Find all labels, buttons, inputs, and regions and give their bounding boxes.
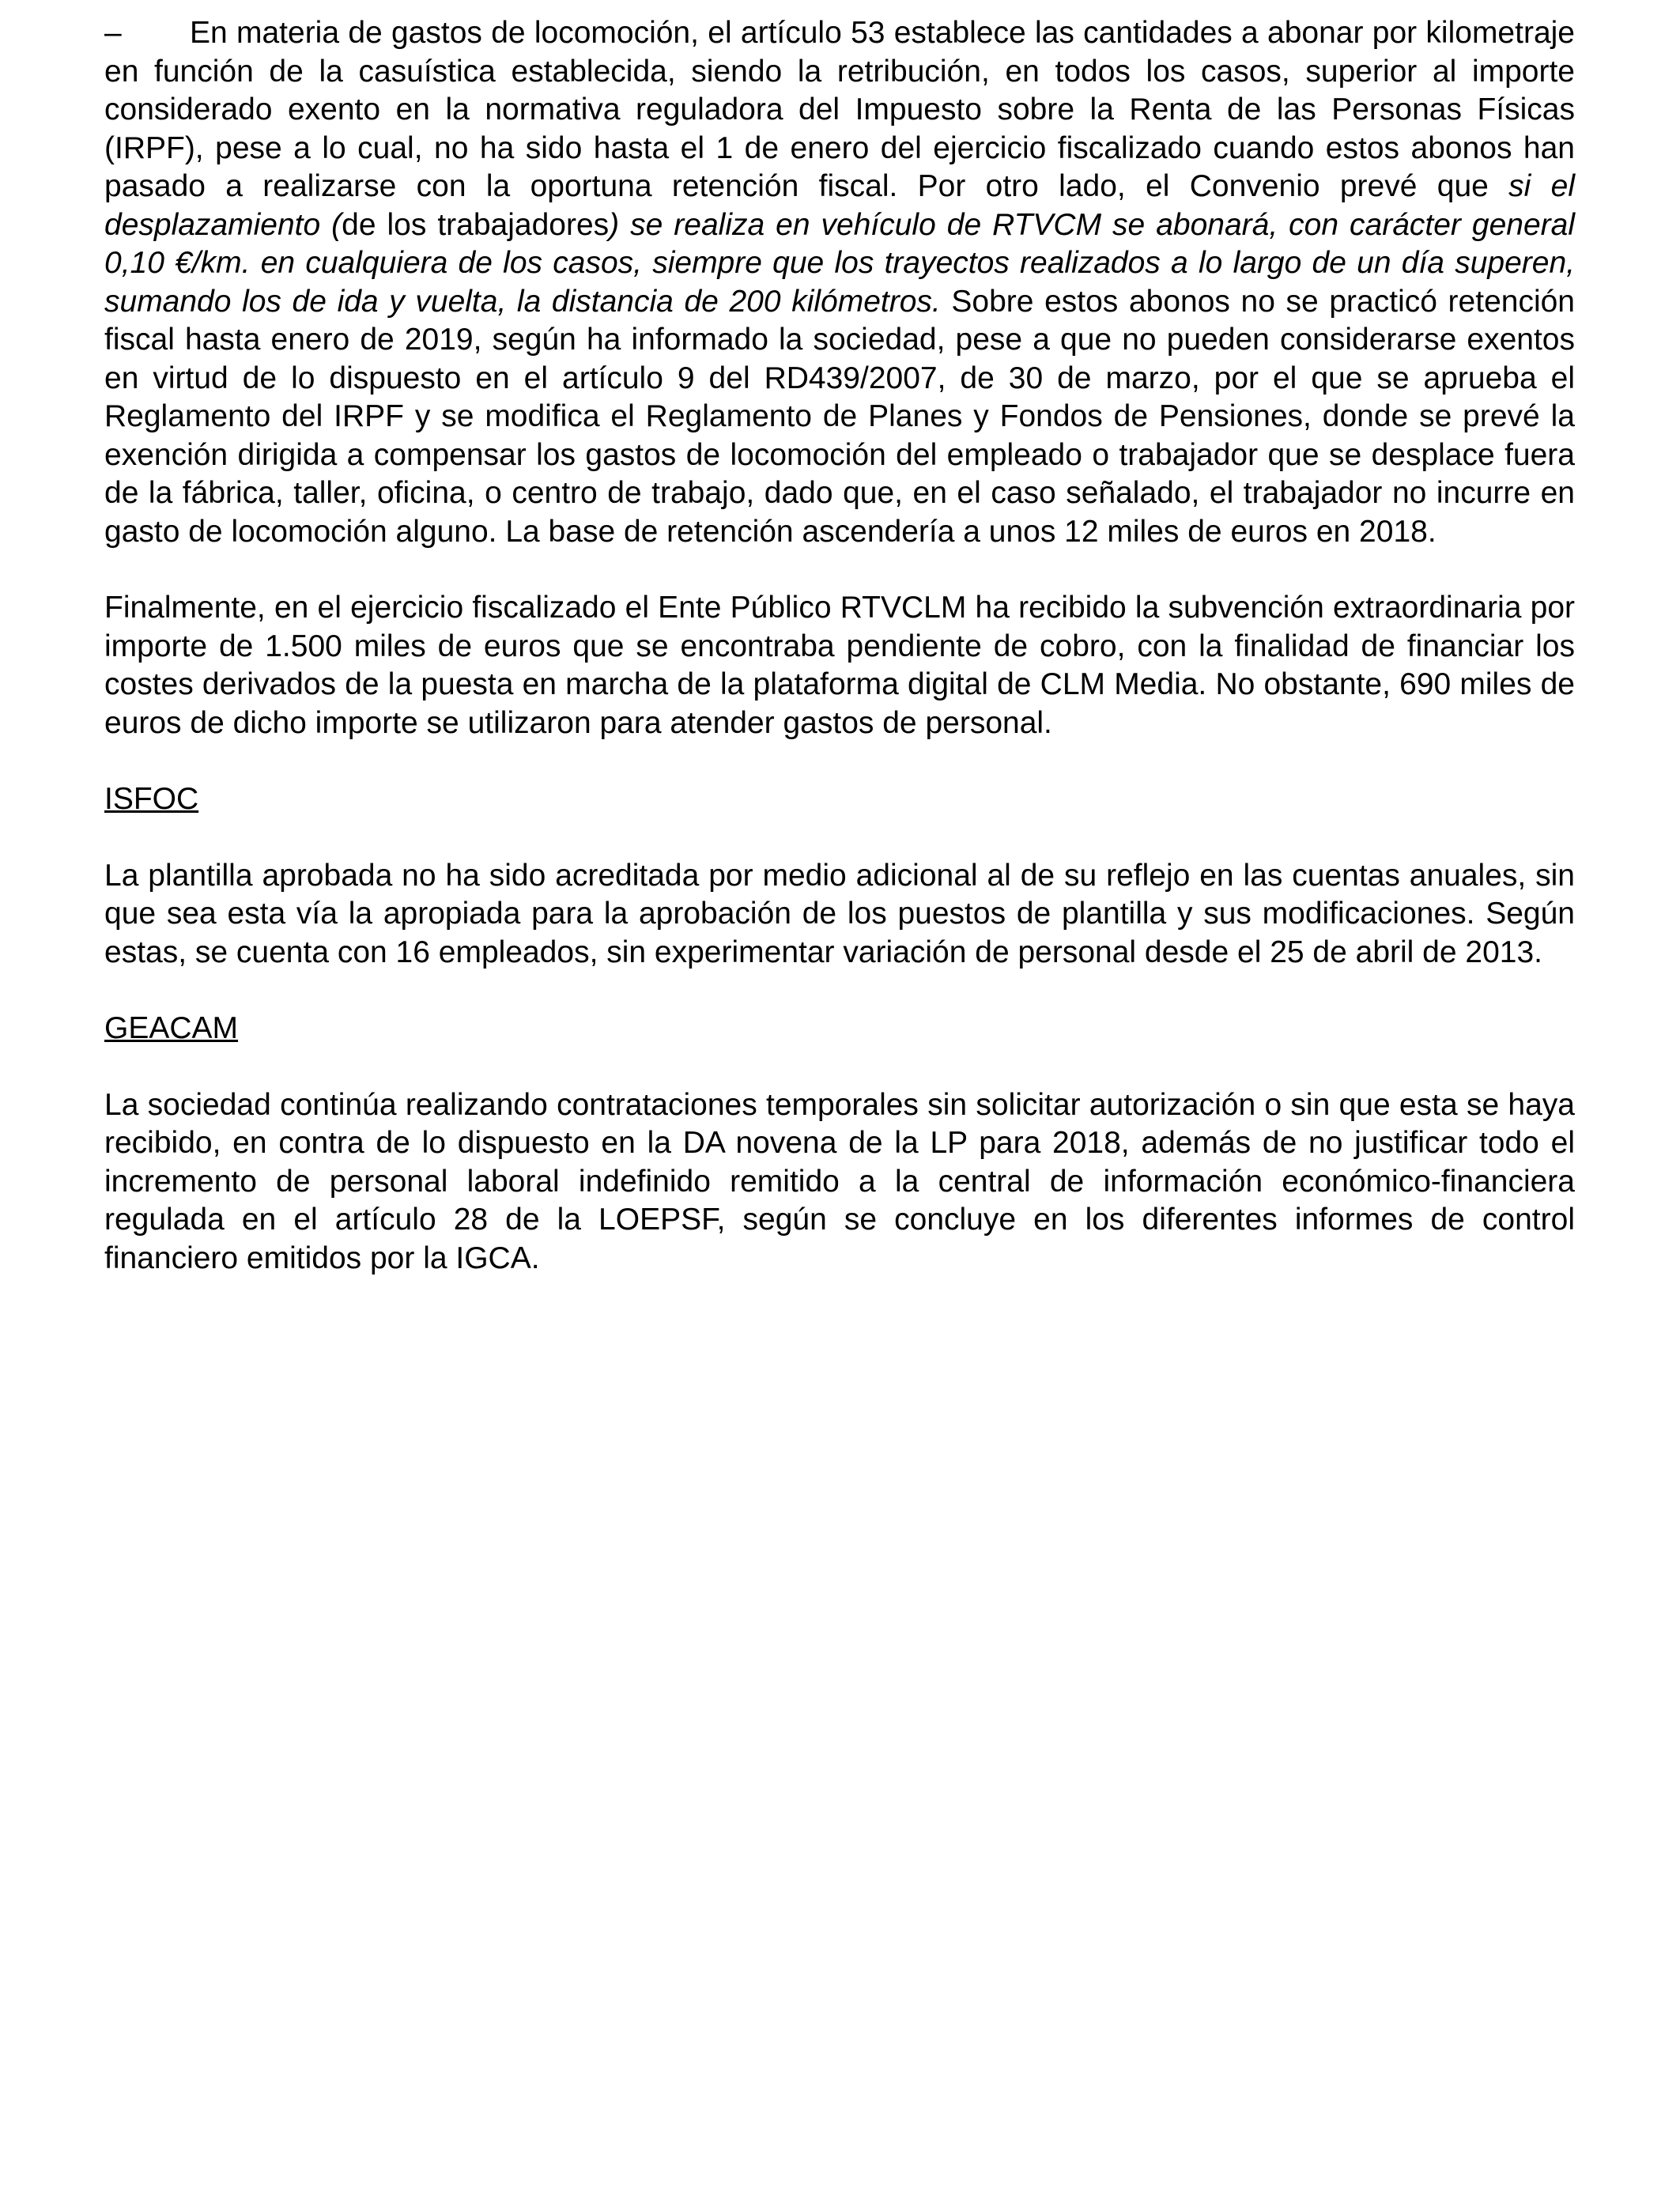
list-dash: – bbox=[104, 16, 122, 50]
paragraph-locomocion bbox=[104, 14, 1575, 551]
section-heading-geacam: GEACAM bbox=[104, 1011, 239, 1045]
italic-quote-text: si el desplazamiento ( bbox=[104, 169, 1576, 242]
paragraph-text: de los trabajadores bbox=[342, 207, 610, 242]
paragraph-subvencion: Finalmente, en el ejercicio fiscalizado el Ente Público RTVCLM ha recibido la subvención extraordinaria por importe de 1.500 miles de euros que se encontraba pendiente de cobro, con la finalidad de financiar los costes derivados de la puesta en marcha de la plataforma digital de CLM Media. No obstante, 690 miles de euros de dicho importe se utilizaron para atender gastos de personal. bbox=[104, 591, 1575, 740]
paragraph-text: Sobre estos abonos no se practicó retención fiscal hasta enero de 2019, según ha informado la sociedad, pese a que no pueden considerarse exentos en virtud de lo dispuesto en el artículo 9 del RD439/2007, de 30 de marzo, por el que se aprueba el Reglamento del IRPF y se modifica el Reglamento de Planes y Fondos de Pensiones, donde se prevé la exención dirigida a compensar los gastos de locomoción del empleado o trabajador que se desplace fuera de la fábrica, taller, oficina, o centro de trabajo, dado que, en el caso señalado, el trabajador no incurre en gasto de locomoción alguno. La base de retención ascendería a unos 12 miles de euros en 2018. bbox=[104, 284, 1575, 549]
section-heading-isfoc: ISFOC bbox=[104, 782, 199, 816]
paragraph-geacam: La sociedad continúa realizando contrataciones temporales sin solicitar autorización o sin que esta se haya recibido, en contra de lo dispuesto en la DA novena de la LP para 2018, además de no justificar todo el incremento de personal laboral indefinido remitido a la central de información económico-financiera regulada en el artículo 28 de la LOEPSF, según se concluye en los diferentes informes de control financiero emitidos por la IGCA. bbox=[104, 1087, 1575, 1275]
paragraph-isfoc: La plantilla aprobada no ha sido acreditada por medio adicional al de su reflejo en las cuentas anuales, sin que sea esta vía la apropiada para la aprobación de los puestos de plantilla y sus modificaciones. Según estas, se cuenta con 16 empleados, sin experimentar variación de personal desde el 25 de abril de 2013. bbox=[104, 858, 1575, 969]
document-page bbox=[104, 14, 1575, 1316]
paragraph-text: En materia de gastos de locomoción, el artículo 53 establece las cantidades a abonar por kilometraje en función de la casuística establecida, siendo la retribución, en todos los casos, superior al importe considerado exento en la normativa reguladora del Impuesto sobre la Renta de las Personas Físicas (IRPF), pese a lo cual, no ha sido hasta el 1 de enero del ejercicio fiscalizado cuando estos abonos han pasado a realizarse con la oportuna retención fiscal. Por otro lado, el Convenio prevé que bbox=[104, 16, 1575, 203]
italic-quote-text: ) se realiza en vehículo de RTVCM se abonará, con carácter general 0,10 €/km. en cualquiera de los casos, siempre que los trayectos realizados a lo largo de un día superen, sumando los de ida y vuelta, la distancia de 200 kilómetros. bbox=[104, 207, 1575, 319]
